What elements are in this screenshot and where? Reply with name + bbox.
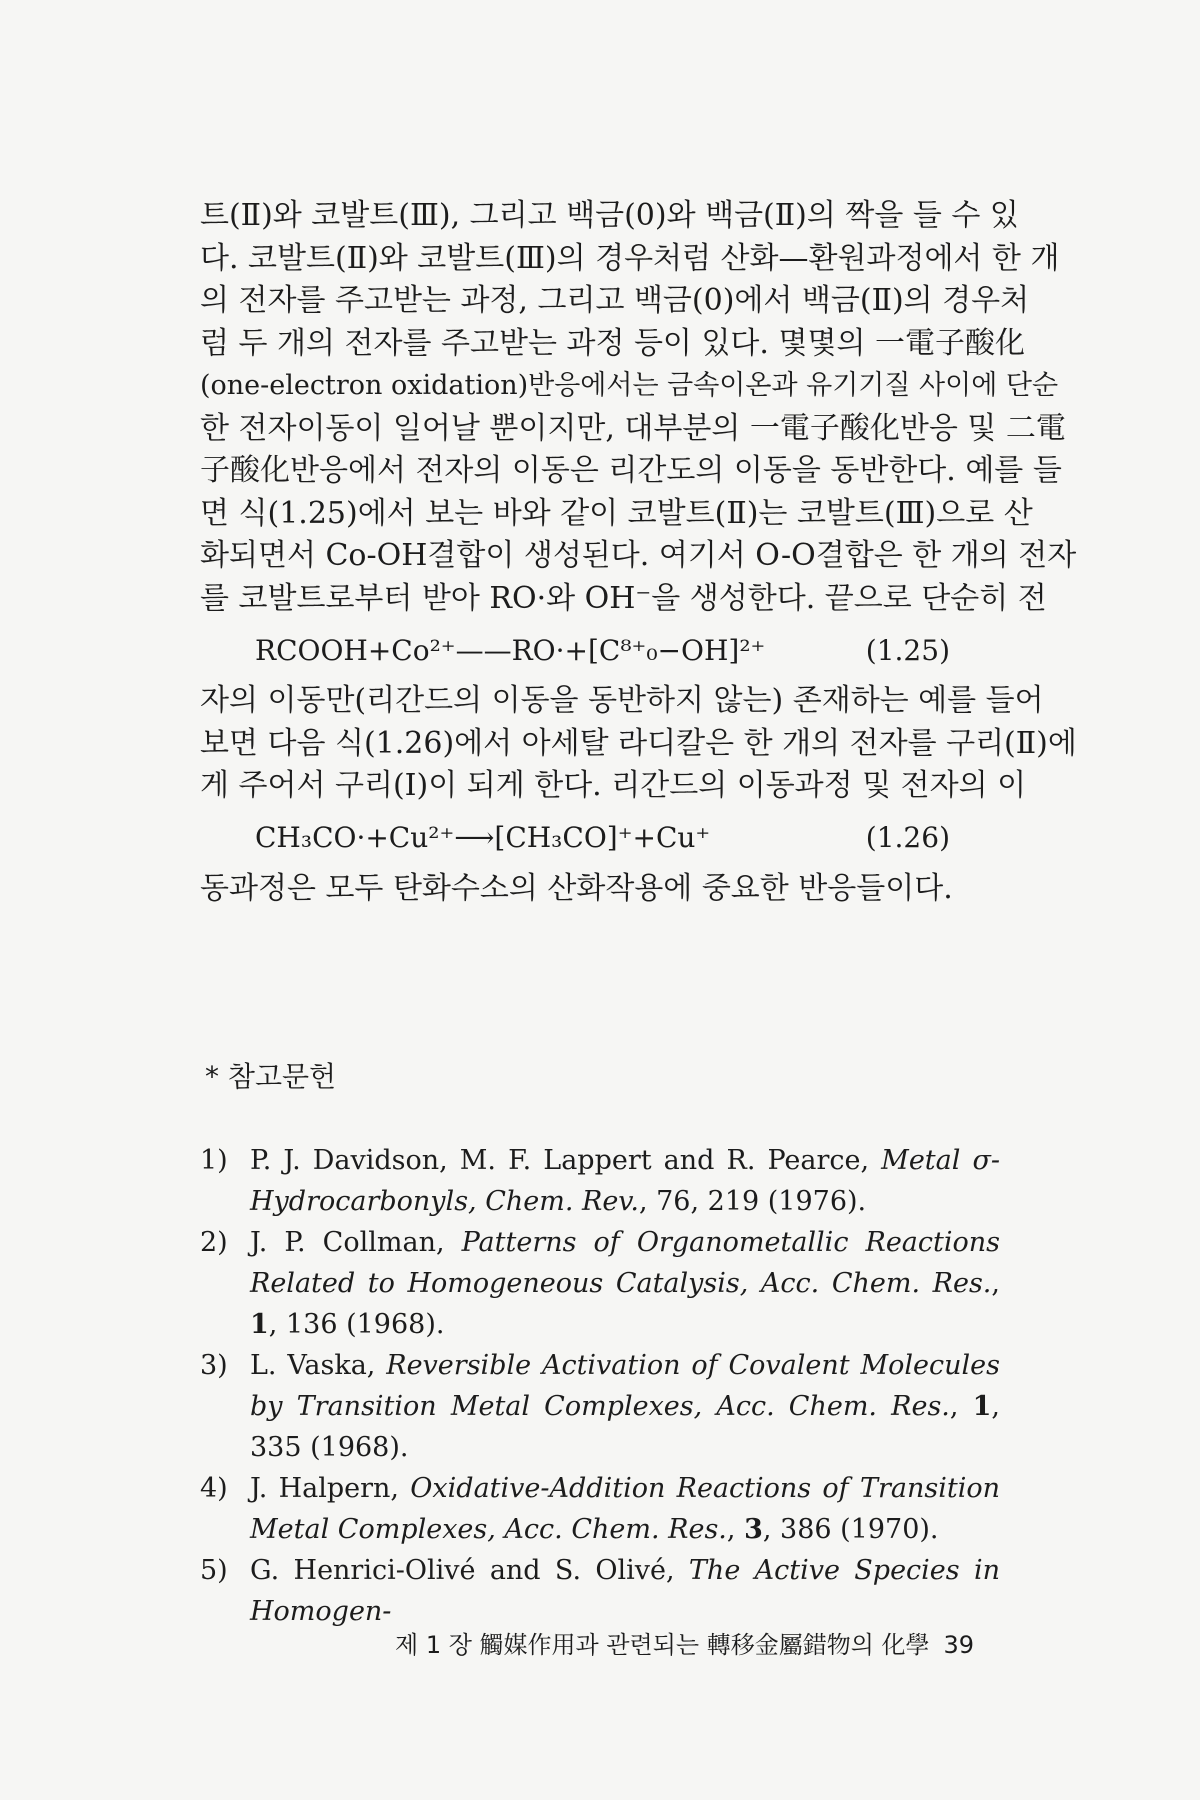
reference-sep: , bbox=[638, 1186, 657, 1217]
reference-item bbox=[200, 1345, 1000, 1468]
reference-volume: 1 bbox=[250, 1309, 269, 1340]
body-paragraph-3 bbox=[200, 868, 1000, 911]
reference-body bbox=[250, 1222, 1000, 1345]
page-content bbox=[200, 195, 1077, 1648]
reference-number: 3) bbox=[200, 1350, 228, 1381]
reference-title: The Active Species in Homogen- bbox=[250, 1555, 1000, 1627]
text-line: 를 코발트로부터 받아 RO·와 OH⁻을 생성한다. 끝으로 단순히 전 bbox=[200, 580, 1047, 616]
reference-authors: J. Halpern, bbox=[250, 1473, 411, 1504]
reference-pages: , 136 (1968). bbox=[268, 1309, 445, 1340]
text-line: 면 식(1.25)에서 보는 바와 같이 코발트(Ⅱ)는 코발트(Ⅲ)으로 산 bbox=[200, 495, 1033, 531]
reference-body bbox=[250, 1140, 1000, 1222]
text-line: 게 주어서 구리(Ⅰ)이 되게 한다. 리간드의 이동과정 및 전자의 이 bbox=[200, 768, 1027, 803]
reference-authors: J. P. Collman, bbox=[250, 1227, 462, 1258]
text-line: 보면 다음 식(1.26)에서 아세탈 라디칼은 한 개의 전자를 구리(Ⅱ)에 bbox=[200, 725, 1077, 761]
running-footer bbox=[395, 1625, 974, 1660]
reference-authors: P. J. Davidson, M. F. Lappert and R. Pearce, bbox=[250, 1145, 882, 1176]
text-line: 의 전자를 주고받는 과정, 그리고 백금(0)에서 백금(Ⅱ)의 경우처 bbox=[200, 283, 1030, 318]
equation-expression: RCOOH+Co²⁺——RO·+[C⁸⁺₀−OH]²⁺ bbox=[255, 633, 766, 667]
page-number: 39 bbox=[943, 1631, 975, 1659]
equation-number: (1.25) bbox=[865, 633, 950, 667]
reference-number: 5) bbox=[200, 1555, 228, 1586]
reference-number: 1) bbox=[200, 1145, 228, 1176]
equation-1-26 bbox=[200, 808, 1000, 868]
reference-number: 4) bbox=[200, 1473, 228, 1504]
text-line: 화되면서 Co-OH결합이 생성된다. 여기서 O-O결합은 한 개의 전자 bbox=[200, 538, 1077, 573]
reference-sep: , bbox=[726, 1514, 745, 1545]
reference-body bbox=[250, 1550, 1000, 1632]
reference-item bbox=[200, 1222, 1000, 1345]
reference-authors: L. Vaska, bbox=[250, 1350, 387, 1381]
reference-pages: , 219 (1976). bbox=[690, 1186, 867, 1217]
reference-volume: 3 bbox=[744, 1514, 763, 1545]
body-paragraph-1 bbox=[200, 195, 1077, 620]
reference-body bbox=[250, 1345, 1000, 1468]
text-line: 한 전자이동이 일어날 뿐이지만, 대부분의 一電子酸化반응 및 二電 bbox=[200, 410, 1066, 446]
text-line: 다. 코발트(Ⅱ)와 코발트(Ⅲ)의 경우처럼 산화—환원과정에서 한 개 bbox=[200, 240, 1060, 276]
text-line: 자의 이동만(리간드의 이동을 동반하지 않는) 존재하는 예를 들어 bbox=[200, 683, 1044, 718]
reference-volume: 76 bbox=[656, 1186, 691, 1217]
references-list bbox=[200, 1140, 1000, 1632]
reference-title: Patterns of Organometallic Reactions Related to Homogeneous Catalysis, Acc. Chem. Res. bbox=[250, 1227, 1000, 1299]
reference-item bbox=[200, 1550, 1000, 1632]
references-heading: * 참고문헌 bbox=[205, 1060, 337, 1093]
text-line: 럼 두 개의 전자를 주고받는 과정 등이 있다. 몇몇의 一電子酸化 bbox=[200, 325, 1025, 361]
text-line: (one-electron oxidation)반응에서는 금속이온과 유기기질 사이에 단순 bbox=[200, 370, 1059, 401]
reference-number: 2) bbox=[200, 1227, 228, 1258]
text-line: 子酸化반응에서 전자의 이동은 리간도의 이동을 동반한다. 예를 들 bbox=[200, 453, 1062, 488]
reference-body bbox=[250, 1468, 1000, 1550]
reference-item bbox=[200, 1140, 1000, 1222]
text-line: 동과정은 모두 탄화수소의 산화작용에 중요한 반응들이다. bbox=[200, 870, 953, 906]
equation-expression: CH₃CO·+Cu²⁺⟶[CH₃CO]⁺+Cu⁺ bbox=[255, 821, 711, 854]
reference-title: Metal σ-Hydrocarbonyls, Chem. Rev. bbox=[250, 1145, 1000, 1217]
reference-volume: 1 bbox=[972, 1391, 992, 1422]
reference-sep: , bbox=[949, 1391, 973, 1422]
equation-number: (1.26) bbox=[865, 821, 950, 854]
body-paragraph-2 bbox=[200, 680, 1077, 808]
reference-sep: , bbox=[991, 1268, 1000, 1299]
reference-item bbox=[200, 1468, 1000, 1550]
reference-title: Reversible Activation of Covalent Molecules by Transition Metal Complexes, Acc. Chem. Res. bbox=[250, 1350, 1000, 1422]
reference-pages: , 386 (1970). bbox=[762, 1514, 939, 1545]
reference-pages: , 335 (1968). bbox=[250, 1391, 1000, 1463]
equation-1-25 bbox=[200, 620, 1000, 680]
text-line: 트(Ⅱ)와 코발트(Ⅲ), 그리고 백금(0)와 백금(Ⅱ)의 짝을 들 수 있 bbox=[200, 198, 1019, 233]
reference-authors: G. Henrici-Olivé and S. Olivé, bbox=[250, 1555, 689, 1586]
chapter-title: 제 1 장 觸媒作用과 관련되는 轉移金屬錯物의 化學 bbox=[395, 1631, 930, 1659]
reference-title: Oxidative-Addition Reactions of Transition Metal Complexes, Acc. Chem. Res. bbox=[250, 1473, 1000, 1545]
